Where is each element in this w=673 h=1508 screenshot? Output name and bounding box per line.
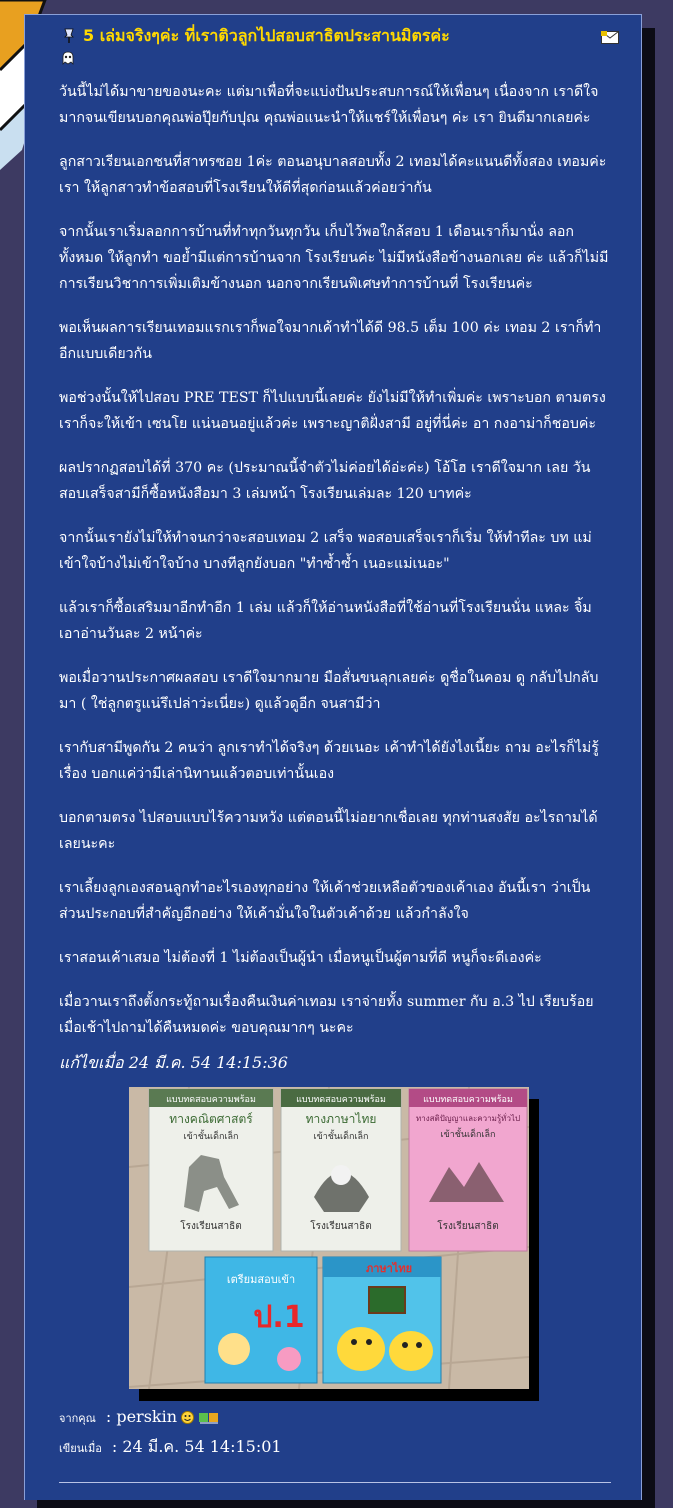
author-name <box>106 1407 220 1426</box>
post-paragraph: ผลปรากฏสอบได้ที่ 370 คะ (ประมาณนี้จำตัวไม่ค่อยได้อ่ะค่ะ) โอ้โฮ เราดีใจมาก เลย วันสอบเสร็จสามีก็ซื้อหนังสือมา 3 เล่มหน้า โรงเรียนเล่มละ 120 บาทค่ะ <box>59 460 591 502</box>
book-title-top: แบบทดสอบความพร้อม <box>423 1095 513 1105</box>
post-paragraph: จากนั้นเรายังไม่ให้ทำจนกว่าจะสอบเทอม 2 เสร็จ พอสอบเสร็จเราก็เริ่ม ให้ทำทีละ บท แม่เข้าใจบ้างไม่เข้าใจบ้าง บางทีลูกยังบอก "ทำซ้ำซ้ำ เนอะแม่เนอะ" <box>59 530 592 572</box>
mail-icon[interactable] <box>601 31 619 44</box>
book-title: ป.1 <box>253 1300 305 1335</box>
book-title-top: ภาษาไทย <box>365 1262 413 1275</box>
book-title: ทางสติปัญญาและความรู้ทั่วไป <box>415 1114 521 1123</box>
post-paragraph: แล้วเราก็ซื้อเสริมมาอีกทำอีก 1 เล่ม แล้วก็ให้อ่านหนังสือที่ใช้อ่านที่โรงเรียนนั่น แหละ จิ้มเอาอ่านวันละ 2 หน้าค่ะ <box>59 600 592 642</box>
book-title-top: แบบทดสอบความพร้อม <box>166 1095 256 1105</box>
post-divider <box>59 1482 611 1483</box>
written-label: เขียนเมื่อ <box>59 1442 102 1455</box>
post-paragraph: วันนี้ไม่ได้มาขายของนะคะ แต่มาเพื่อที่จะแบ่งปันประสบการณ์ให้เพื่อนๆ เนื่องจาก เราดีใจมากจนเขียนบอกคุณพ่อปุ๊ยกับปุณ คุณพ่อแนะนำให้แชร์ให้เพื่อนๆ ค่ะ เรา ยินดีมากเลยค่ะ <box>59 84 599 126</box>
post-card <box>24 14 642 1500</box>
post-paragraph: พอเมื่อวานประกาศผลสอบ เราดีใจมากมาย มือสั่นขนลุกเลยค่ะ ดูชื่อในคอม ดู กลับไปกลับมา ( ใช่ลูกตรูแน่รึเปล่าว่ะเนี่ยะ) ดูแล้วดูอีก จนสามีว่า <box>59 670 599 712</box>
post-paragraph: พอเห็นผลการเรียนเทอมแรกเราก็พอใจมากเค้าทำได้ดี 98.5 เต็ม 100 ค่ะ เทอม 2 เราก็ทำอีกแบบเดียวกัน <box>59 320 602 362</box>
book-thai-chicks <box>323 1257 441 1383</box>
book-title: ทางภาษาไทย <box>305 1112 377 1126</box>
author-link[interactable]: : perskin <box>105 1407 178 1426</box>
post-body <box>59 79 609 1059</box>
post-paragraph: ลูกสาวเรียนเอกชนที่สาทรซอย 1ค่ะ ตอนอนุบาลสอบทั้ง 2 เทอมได้คะแนนดีทั้งสอง เทอมค่ะ เรา ให้ลูกสาวทำข้อสอบที่โรงเรียนให้ดีที่สุดก่อนแล้วค่อยว่ากัน <box>59 154 607 196</box>
post-paragraph: เรากับสามีพูดกัน 2 คนว่า ลูกเราทำได้จริงๆ ด้วยเนอะ เค้าทำได้ยังไงเนี้ยะ ถาม อะไรก็ไม่รู้เรื่อง บอกแค่ว่ามีเล่านิทานแล้วตอบเท่านั้นเอง <box>59 740 599 782</box>
book-title-top: แบบทดสอบความพร้อม <box>296 1095 386 1105</box>
book-school: โรงเรียนสาธิต <box>437 1221 499 1232</box>
books-photo-illustration <box>129 1087 529 1389</box>
book-sub: เข้าชั้นเด็กเล็ก <box>440 1130 496 1140</box>
book-p1-prep <box>205 1257 317 1383</box>
book-thai <box>281 1089 401 1251</box>
books-photo[interactable] <box>129 1087 529 1389</box>
post-paragraph: บอกตามตรง ไปสอบแบบไร้ความหวัง แต่ตอนนี้ไม่อยากเชื่อเลย ทุกท่านสงสัย อะไรถามได้เลยนะคะ <box>59 810 598 852</box>
book-title-top: เตรียมสอบเข้า <box>226 1273 296 1286</box>
book-school: โรงเรียนสาธิต <box>310 1221 372 1232</box>
edited-timestamp: แก้ไขเมื่อ 24 มี.ค. 54 14:15:36 <box>59 1053 288 1072</box>
post-paragraph: เราสอนเค้าเสมอ ไม่ต้องที่ 1 ไม่ต้องเป็นผู้นำ เมื่อหนูเป็นผู้ตามที่ดี หนูก็จะดีเองค่ะ <box>59 950 542 966</box>
post-header <box>61 25 625 69</box>
post-paragraph: เมื่อวานเราถึงตั้งกระทู้ถามเรื่องคืนเงินค่าเทอม เราจ่ายทั้ง summer กับ อ.3 ไป เรียบร้อย เมื่อเช้าไปถามได้คืนหมดค่ะ ขอบคุณมากๆ นะคะ <box>59 994 594 1036</box>
written-date: : 24 มี.ค. 54 14:15:01 <box>111 1437 282 1456</box>
book-title: ทางคณิตศาสตร์ <box>169 1112 253 1126</box>
post-paragraph: เราเลี้ยงลูกเองสอนลูกทำอะไรเองทุกอย่าง ให้เค้าช่วยเหลือตัวของเค้าเอง อันนี้เรา ว่าเป็นส่วนประกอบที่สำคัญอีกอย่าง ให้เค้ามั่นใจในตัวเค้าด้วย แล้วกำลังใจ <box>59 880 591 922</box>
member-badge-icon <box>198 1411 220 1424</box>
book-math <box>149 1089 273 1251</box>
post-title: 5 เล่มจริงๆค่ะ ที่เราติวลูกไปสอบสาธิตประสานมิตรค่ะ <box>83 26 450 45</box>
post-paragraph: จากนั้นเราเริ่มลอกการบ้านที่ทำทุกวันทุกวัน เก็บไว้พอใกล้สอบ 1 เดือนเราก็มานั่ง ลอกทั้งหมด ให้ลูกทำ ขอย้ำมีแต่การบ้านจาก โรงเรียนค่ะ ไม่มีหนังสือข้างนอกเลย ค่ะ แล้วก็ไม่มีการเรียนวิชาการเพิ่มเติมข้างนอก นอกจากเรียนพิเศษทำการบ้านที่ โรงเรียนค่ะ <box>59 224 609 292</box>
book-sub: เข้าชั้นเด็กเล็ก <box>183 1132 239 1142</box>
post-date-row <box>59 1435 282 1460</box>
book-sub: เข้าชั้นเด็กเล็ก <box>313 1132 369 1142</box>
book-school: โรงเรียนสาธิต <box>180 1221 242 1232</box>
book-general <box>409 1089 527 1251</box>
from-label: จากคุณ <box>59 1412 96 1425</box>
smiley-icon <box>181 1411 194 1424</box>
pin-icon <box>61 28 77 44</box>
ghost-icon <box>61 51 75 65</box>
post-author-row <box>59 1407 220 1427</box>
post-paragraph: พอช่วงนั้นให้ไปสอบ PRE TEST ก็ไปแบบนี้เลยค่ะ ยังไม่มีให้ทำเพิ่มค่ะ เพราะบอก ตามตรงเราก็จะให้เข้า เซนโย แน่นอนอยู่แล้วค่ะ เพราะญาติฝั่งสามี อยู่ที่นี่ค่ะ อา กงอาม่าก็ชอบค่ะ <box>59 390 606 432</box>
